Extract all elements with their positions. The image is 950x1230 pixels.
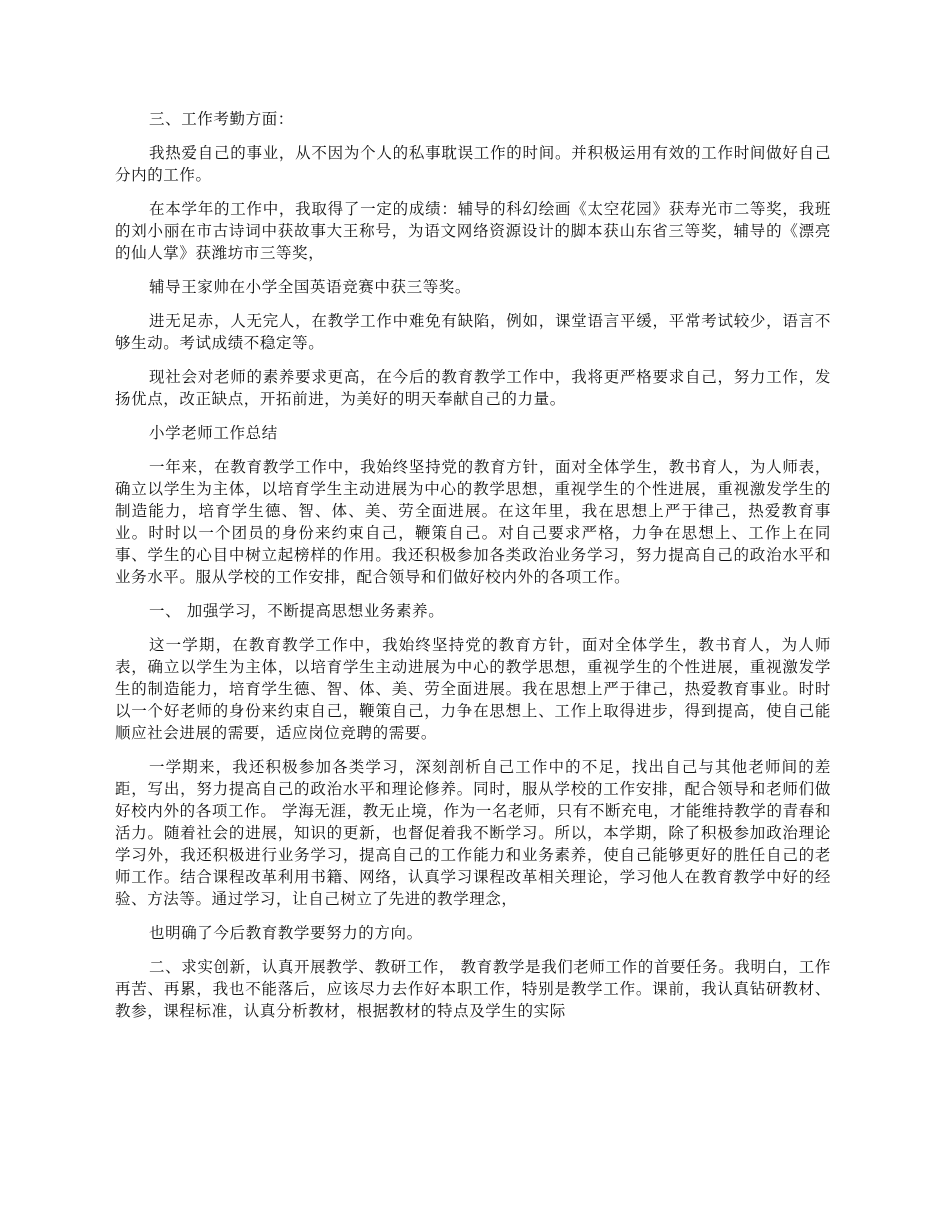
paragraph: 也明确了今后教育教学要努力的方向。 — [149, 924, 423, 942]
section-heading-study: 一、 加强学习，不断提高思想业务素养。 — [149, 602, 445, 620]
paragraph: 我热爱自己的事业，从不因为个人的私事耽误工作的时间。并积极运用有效的工作时间做好自己分内的工作。 — [115, 144, 831, 184]
section-heading-attendance: 三、工作考勤方面： — [149, 110, 294, 128]
paragraph: 现社会对老师的素养要求更高，在今后的教育教学工作中，我将更严格要求自己，努力工作，发扬优点，改正缺点，开拓前进，为美好的明天奉献自己的力量。 — [115, 368, 831, 408]
paragraph: 辅导王家帅在小学全国英语竞赛中获三等奖。 — [149, 278, 472, 296]
paragraph: 在本学年的工作中，我取得了一定的成绩：辅导的科幻绘画《太空花园》获寿光市二等奖，我班的刘小丽在市古诗词中获故事大王称号，为语文网络资源设计的脚本获山东省三等奖，辅导的《漂亮的仙人掌》获潍坊市三等奖， — [115, 200, 831, 262]
document-page — [115, 108, 831, 1034]
paragraph: 这一学期，在教育教学工作中，我始终坚持党的教育方针，面对全体学生，教书育人，为人师表，确立以学生为主体，以培育学生主动进展为中心的教学思想，重视学生的个性进展，重视激发学生的制造能力，培育学生德、智、体、美、劳全面进展。我在思想上严于律己，热爱教育事业。时时以一个好老师的身份来约束自己，鞭策自己，力争在思想上、工作上取得进步，得到提高，使自己能顺应社会进展的需要，适应岗位竞聘的需要。 — [115, 636, 831, 742]
document-title: 小学老师工作总结 — [149, 424, 278, 442]
paragraph: 一学期来，我还积极参加各类学习，深刻剖析自己工作中的不足，找出自己与其他老师间的差距，写出，努力提高自己的政治水平和理论修养。同时，服从学校的工作安排，配合领导和老师们做好校内外的各项工作。 学海无涯，教无止境，作为一名老师，只有不断充电，才能维持教学的青春和活力。随着社会的进展，知识的更新，也督促着我不断学习。所以，本学期，除了积极参加政治理论学习外，我还积极进行业务学习，提高自己的工作能力和业务素养，使自己能够更好的胜任自己的老师工作。结合课程改革利用书籍、网络，认真学习课程改革相关理论，学习他人在教育教学中好的经验、方法等。通过学习，让自己树立了先进的教学理念， — [115, 758, 831, 908]
section-heading-teaching: 二、求实创新，认真开展教学、教研工作， 教育教学是我们老师工作的首要任务。我明白，工作再苦、再累，我也不能落后，应该尽力去作好本职工作，特别是教学工作。课前，我认真钻研教材、教参，课程标准，认真分析教材，根据教材的特点及学生的实际 — [115, 958, 831, 1020]
paragraph: 一年来，在教育教学工作中，我始终坚持党的教育方针，面对全体学生，教书育人，为人师表，确立以学生为主体，以培育学生主动进展为中心的教学思想，重视学生的个性进展，重视激发学生的制造能力，培育学生德、智、体、美、劳全面进展。在这年里，我在思想上严于律己，热爱教育事业。时时以一个团员的身份来约束自己，鞭策自己。对自己要求严格，力争在思想上、工作上在同事、学生的心目中树立起榜样的作用。我还积极参加各类政治业务学习，努力提高自己的政治水平和业务水平。服从学校的工作安排，配合领导和们做好校内外的各项工作。 — [115, 458, 831, 586]
paragraph: 进无足赤，人无完人，在教学工作中难免有缺陷，例如，课堂语言平缓，平常考试较少，语言不够生动。考试成绩不稳定等。 — [115, 312, 831, 352]
